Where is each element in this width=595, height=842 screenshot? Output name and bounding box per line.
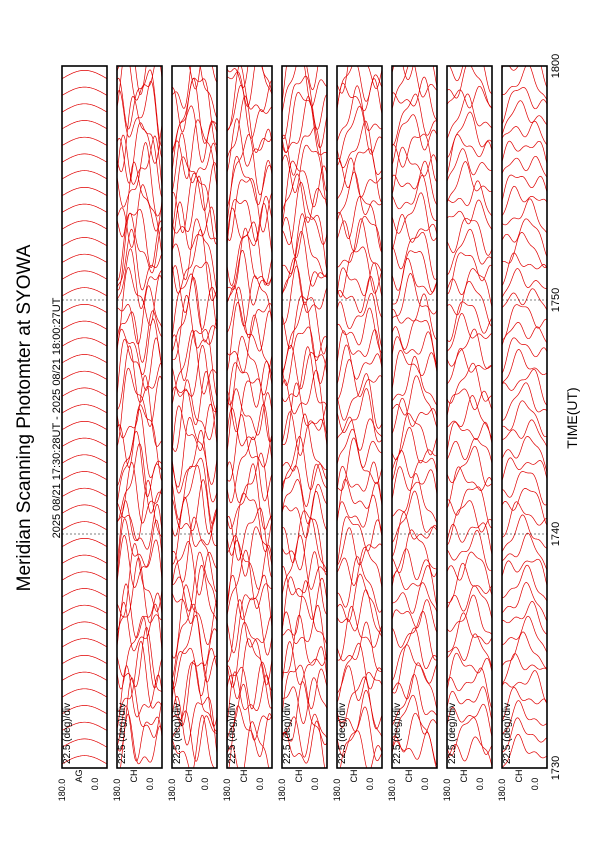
- panel-scale-label: 22.5 (deg)/div: [502, 702, 513, 764]
- time-range: 2025 08/21 17:30:28UT - 2025 08/21 18:00:27UT: [51, 297, 63, 539]
- y-tick-label: 180.0: [277, 778, 287, 802]
- x-tick-label: 1750: [550, 287, 562, 313]
- panel-scale-label: 22.5 (deg)/div: [172, 702, 183, 764]
- y-tick-label: 0.0: [255, 777, 265, 791]
- chart-title: Meridian Scanning Photomter at SYOWA: [14, 244, 35, 592]
- y-tick-label: 0.0: [200, 777, 210, 791]
- y-tick-label: 180.0: [222, 778, 232, 802]
- panel-scale-label: 22.5 (deg)/div: [392, 702, 403, 764]
- x-tick-label: 1800: [550, 53, 562, 79]
- panel-scale-label: 22.5 (deg)/div: [282, 702, 293, 764]
- x-tick-label: 1730: [550, 755, 562, 781]
- y-tick-label: 0.0: [365, 777, 375, 791]
- y-tick-label: 0.0: [475, 777, 485, 791]
- y-tick-label: 180.0: [442, 778, 452, 802]
- x-tick-label: 1740: [550, 521, 562, 547]
- panel-channel-label: CH: [404, 769, 414, 783]
- y-tick-label: 180.0: [387, 778, 397, 802]
- panel-channel-label: CH: [129, 769, 139, 783]
- panel-channel-label: AG: [74, 769, 84, 783]
- y-tick-label: 180.0: [167, 778, 177, 802]
- panel-scale-label: 22.5 (deg)/div: [337, 702, 348, 764]
- y-tick-label: 180.0: [57, 778, 67, 802]
- x-axis-label: TIME(UT): [564, 387, 580, 449]
- panel-channel-label: CH: [349, 769, 359, 783]
- panel-channel-label: CH: [514, 769, 524, 783]
- y-tick-label: 180.0: [332, 778, 342, 802]
- panel-channel-label: CH: [239, 769, 249, 783]
- y-tick-label: 0.0: [420, 777, 430, 791]
- panel-scale-label: 22.5 (deg)/div: [227, 702, 238, 764]
- y-tick-label: 0.0: [310, 777, 320, 791]
- panel-scale-label: 22.5 (deg)/div: [447, 702, 458, 764]
- panel-channel-label: CH: [294, 769, 304, 783]
- y-tick-label: 180.0: [112, 778, 122, 802]
- panel-channel-label: CH: [459, 769, 469, 783]
- y-tick-label: 0.0: [90, 777, 100, 791]
- y-tick-label: 180.0: [497, 778, 507, 802]
- panel-scale-label: 22.5 (deg)/div: [62, 702, 73, 764]
- y-tick-label: 0.0: [145, 777, 155, 791]
- panel-channel-label: CH: [184, 769, 194, 783]
- panel-scale-label: 22.5 (deg)/div: [117, 702, 128, 764]
- y-tick-label: 0.0: [530, 777, 540, 791]
